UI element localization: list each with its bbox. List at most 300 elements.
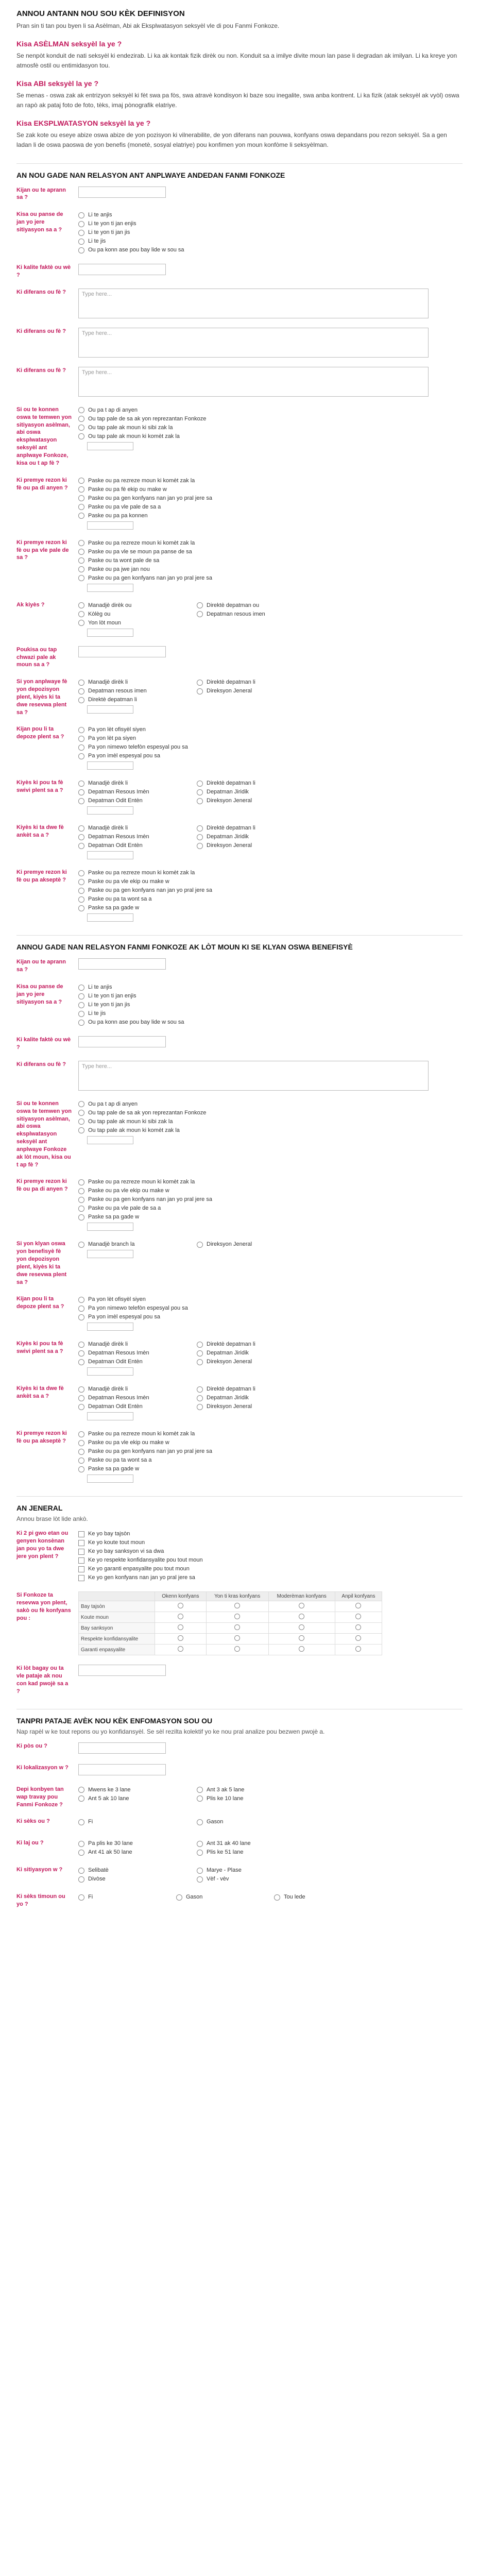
s1-question-when <box>16 187 463 202</box>
radio-option[interactable] <box>78 565 463 574</box>
radio-icon <box>78 834 84 840</box>
radio-option[interactable] <box>78 1126 463 1135</box>
radio-option[interactable] <box>78 1187 463 1195</box>
option-label: Direksyon Jeneral <box>207 1241 252 1248</box>
matrix-header: Moderèman konfyans <box>268 1592 335 1601</box>
other-input[interactable] <box>87 1223 133 1231</box>
radio-icon <box>78 781 84 787</box>
radio-icon <box>197 1795 203 1802</box>
radio-icon <box>78 1795 84 1802</box>
radio-icon <box>78 247 84 253</box>
radio-option[interactable] <box>78 1402 197 1411</box>
radio-option[interactable] <box>197 833 315 841</box>
radio-icon <box>197 789 203 795</box>
s4-question-age <box>16 1839 463 1857</box>
definition-title-harassment: Kisa ASÈLMAN seksyèl la ye ? <box>16 40 122 48</box>
radio-icon <box>78 1110 84 1116</box>
radio-option[interactable] <box>197 824 315 833</box>
option-label: Direktè depatman li <box>207 679 255 686</box>
matrix-radio[interactable] <box>299 1603 304 1608</box>
radio-icon <box>197 1242 203 1248</box>
s4-question-location <box>16 1764 463 1776</box>
radio-icon <box>78 1118 84 1125</box>
matrix-radio[interactable] <box>234 1646 240 1652</box>
other-input[interactable] <box>87 1475 133 1483</box>
option-label: Depatman Jiridik <box>207 1350 249 1357</box>
radio-icon <box>78 620 84 626</box>
matrix-radio[interactable] <box>299 1646 304 1652</box>
other-input[interactable] <box>87 584 133 592</box>
radio-icon <box>78 495 84 501</box>
option-label: Ou tap pale de sa ak yon reprezantan Fonkoze <box>88 415 207 422</box>
option-label: Ou pa konn ase pou bay lide w sou sa <box>88 1019 184 1026</box>
radio-icon <box>78 540 84 546</box>
radio-option[interactable] <box>78 869 463 877</box>
radio-option[interactable] <box>78 1340 197 1349</box>
radio-option[interactable] <box>78 983 463 992</box>
matrix-radio[interactable] <box>234 1624 240 1630</box>
radio-option[interactable] <box>197 678 315 687</box>
radio-option[interactable] <box>78 1304 463 1313</box>
option-label: Paske ou pa gen konfyans nan jan yo pral jere sa <box>88 1448 212 1455</box>
option-label: Ou tap pale ak moun ki komèt zak la <box>88 433 180 439</box>
radio-icon <box>78 843 84 849</box>
s1-question-fact <box>16 264 463 279</box>
radio-option[interactable] <box>197 1875 315 1884</box>
text-input[interactable] <box>78 958 166 970</box>
radio-option[interactable] <box>78 824 197 833</box>
radio-icon <box>197 688 203 694</box>
radio-icon <box>197 781 203 787</box>
radio-option[interactable] <box>78 1001 463 1009</box>
question-label: Kiyès ki pou ta fè swivi plent sa a ? <box>16 779 63 794</box>
question-label: Ki 2 pi gwo etan ou genyen konsènan jan pou yo ta dwe jere yon plent ? <box>16 1530 69 1560</box>
radio-option[interactable] <box>78 548 463 556</box>
radio-icon <box>78 697 84 703</box>
section4-subtitle: Nap rapèl w ke tout repons ou yo konfidansyèl. Se sèl rezilta kolektif yo ke nou pral analize pou bezwen pwojè a. <box>16 1727 325 1735</box>
radio-option[interactable] <box>78 1394 197 1402</box>
radio-icon <box>78 1787 84 1793</box>
matrix-radio[interactable] <box>355 1603 361 1608</box>
radio-icon <box>78 1002 84 1008</box>
radio-option[interactable] <box>197 1340 315 1349</box>
text-area[interactable]: Type here... <box>78 289 429 318</box>
radio-option[interactable] <box>78 877 463 886</box>
option-label: Ant 41 ak 50 lane <box>88 1849 132 1856</box>
option-label: Plis ke 10 lane <box>207 1795 244 1802</box>
radio-option[interactable] <box>78 477 463 485</box>
radio-option[interactable] <box>78 687 197 696</box>
radio-option[interactable] <box>197 841 315 850</box>
radio-option[interactable] <box>197 1349 315 1358</box>
matrix-radio[interactable] <box>178 1635 183 1641</box>
question-label: Ki premye rezon ki fè ou pa akseptè ? <box>16 1430 67 1445</box>
matrix-radio[interactable] <box>178 1614 183 1619</box>
option-label: Mwens ke 3 lane <box>88 1786 131 1793</box>
rating-matrix <box>78 1591 382 1655</box>
question-label: Kisa ou panse de jan yo jere sitiyasyon sa a ? <box>16 984 63 1005</box>
section1-title: AN NOU GADE NAN RELASYON ANT ANPLWAYE ANDEDAN FANMI FONKOZE <box>16 163 463 179</box>
other-input[interactable] <box>87 1412 133 1420</box>
text-input[interactable] <box>78 264 166 275</box>
option-label: Depatman Odit Entèn <box>88 842 143 849</box>
s3-question-matrix <box>16 1591 463 1655</box>
radio-option[interactable] <box>78 696 197 704</box>
question-label: Kiyès ki ta dwe fè ankèt sa a ? <box>16 1385 64 1400</box>
matrix-corner <box>79 1592 155 1601</box>
radio-icon <box>78 680 84 686</box>
radio-option[interactable] <box>197 788 315 796</box>
s1-question-why <box>16 646 463 669</box>
radio-option[interactable] <box>197 1866 315 1875</box>
radio-icon <box>78 1127 84 1133</box>
matrix-radio[interactable] <box>355 1635 361 1641</box>
radio-icon <box>78 985 84 991</box>
radio-icon <box>78 549 84 555</box>
matrix-radio[interactable] <box>178 1603 183 1608</box>
radio-icon <box>78 575 84 581</box>
radio-option[interactable] <box>78 512 463 520</box>
matrix-radio[interactable] <box>234 1635 240 1641</box>
other-input[interactable] <box>87 1250 133 1258</box>
radio-option[interactable] <box>78 485 463 494</box>
radio-icon <box>78 504 84 510</box>
text-input[interactable] <box>78 1665 166 1676</box>
radio-option[interactable] <box>78 1438 463 1447</box>
radio-option[interactable] <box>176 1893 274 1902</box>
radio-option[interactable] <box>78 1349 197 1358</box>
matrix-radio[interactable] <box>299 1635 304 1641</box>
checkbox-icon <box>78 1557 84 1564</box>
radio-option[interactable] <box>78 1195 463 1204</box>
radio-option[interactable] <box>78 494 463 503</box>
question-label: Kijan ou te aprann sa ? <box>16 187 66 201</box>
option-label: Depatman Jiridik <box>207 834 249 840</box>
option-label: Paske ou pa rezreze moun ki komèt zak la <box>88 1179 195 1185</box>
checkbox-icon <box>78 1575 84 1581</box>
radio-icon <box>78 993 84 999</box>
matrix-row <box>79 1645 382 1655</box>
question-label: Si Fonkoze ta resevwa yon plent, sakò ou fè konfyans pou : <box>16 1592 71 1621</box>
radio-option[interactable] <box>78 246 463 255</box>
radio-option[interactable] <box>197 1358 315 1366</box>
section3-subtitle: Annou brase lòt lide ankò. <box>16 1515 88 1523</box>
radio-option[interactable] <box>78 1295 463 1304</box>
radio-option[interactable] <box>78 415 463 423</box>
radio-icon <box>78 1819 84 1825</box>
radio-icon <box>197 1787 203 1793</box>
radio-icon <box>78 1179 84 1185</box>
option-label: Direktè depatman li <box>207 1341 255 1348</box>
radio-option[interactable] <box>78 1204 463 1213</box>
text-area[interactable]: Type here... <box>78 367 429 397</box>
radio-option[interactable] <box>78 886 463 895</box>
question-label: Poukisa ou tap chwazi pale ak moun sa a ? <box>16 646 57 668</box>
question-label: Ki diferans ou fè ? <box>16 1061 66 1067</box>
option-label: Pa plis ke 30 lane <box>88 1840 133 1847</box>
option-label: Ou pa t ap di anyen <box>88 1100 138 1107</box>
option-label: Depatman Odit Entèn <box>88 798 143 804</box>
radio-option[interactable] <box>78 219 463 228</box>
radio-option[interactable] <box>197 1240 315 1249</box>
radio-icon <box>78 221 84 227</box>
option-label: Li te yon ti jan enjis <box>88 993 136 999</box>
radio-option[interactable] <box>78 610 197 619</box>
s1-question-opinion <box>16 211 463 255</box>
option-label: Paske sa pa gade w <box>88 1466 140 1472</box>
other-input[interactable] <box>87 1323 133 1331</box>
s2-question-investigate <box>16 1385 463 1420</box>
s2-question-opinion <box>16 983 463 1027</box>
radio-option[interactable] <box>78 1313 463 1321</box>
other-input[interactable] <box>87 442 133 450</box>
matrix-row <box>79 1601 382 1612</box>
option-label: Paske sa pa gade w <box>88 905 140 911</box>
option-label: Plis ke 51 lane <box>207 1849 244 1856</box>
radio-option[interactable] <box>78 904 463 912</box>
radio-option[interactable] <box>78 1109 463 1117</box>
other-input[interactable] <box>87 521 133 530</box>
radio-option[interactable] <box>78 574 463 583</box>
radio-option[interactable] <box>78 992 463 1001</box>
radio-option[interactable] <box>78 237 463 246</box>
s1-question-reason1 <box>16 477 463 530</box>
option-label: Pa yon imèl espesyal pou sa <box>88 753 161 759</box>
checkbox-option[interactable] <box>78 1547 463 1556</box>
radio-option[interactable] <box>78 1848 197 1857</box>
option-label: Gason <box>207 1819 224 1825</box>
matrix-radio[interactable] <box>355 1646 361 1652</box>
matrix-radio[interactable] <box>299 1624 304 1630</box>
radio-option[interactable] <box>78 1117 463 1126</box>
radio-option[interactable] <box>78 423 463 432</box>
option-label: Paske ou pa gen konfyans nan jan yo pral jere sa <box>88 495 212 501</box>
radio-option[interactable] <box>78 556 463 565</box>
question-label: Ki kalite faktè ou wè ? <box>16 264 71 279</box>
matrix-radio[interactable] <box>234 1603 240 1608</box>
question-label: Si ou te konnen oswa te temwen yon sitiyasyon asèlman, abi oswa eksplwatasyon seksyèl ant anplwaye Fonkoze ak lòt moun, kisa ou t ap fè ? <box>16 1100 72 1168</box>
question-label: Ki sèks ou ? <box>16 1818 50 1825</box>
option-label: Gason <box>186 1894 203 1901</box>
radio-option[interactable] <box>78 601 197 610</box>
radio-icon <box>197 843 203 849</box>
radio-option[interactable] <box>78 678 197 687</box>
option-label: Pa yon nimewo telefòn espesyal pou sa <box>88 744 188 751</box>
other-input[interactable] <box>87 705 133 714</box>
s2-question-report <box>16 1100 463 1169</box>
radio-option[interactable] <box>197 1786 315 1794</box>
radio-icon <box>78 433 84 439</box>
other-input[interactable] <box>87 851 133 859</box>
radio-option[interactable] <box>78 1430 463 1438</box>
option-label: Direktè depatman li <box>207 825 255 832</box>
other-input[interactable] <box>87 761 133 770</box>
option-label: Ant 31 ak 40 lane <box>207 1840 251 1847</box>
radio-option[interactable] <box>78 539 463 548</box>
checkbox-icon <box>78 1549 84 1555</box>
radio-option[interactable] <box>78 752 463 760</box>
option-label: Paske ou pa vle pale de sa a <box>88 503 161 510</box>
radio-option[interactable] <box>197 1818 315 1826</box>
s1-question-follow <box>16 779 463 815</box>
radio-option[interactable] <box>197 1794 315 1803</box>
radio-option[interactable] <box>78 734 463 743</box>
option-label: Depatman Resous Imèn <box>88 789 149 795</box>
matrix-radio[interactable] <box>299 1614 304 1619</box>
matrix-radio[interactable] <box>178 1624 183 1630</box>
matrix-row <box>79 1623 382 1634</box>
option-label: Paske ou pa ta wont sa a <box>88 1457 152 1464</box>
checkbox-option[interactable] <box>78 1530 463 1538</box>
option-label: Fi <box>88 1819 93 1825</box>
option-label: Direksyon Jeneral <box>207 798 252 804</box>
radio-icon <box>78 905 84 911</box>
radio-option[interactable] <box>78 619 197 628</box>
option-label: Pa yon lèt pa siyen <box>88 735 136 742</box>
section3-title: AN JENERAL <box>16 1496 463 1512</box>
option-label: Manadjè dirèk li <box>88 1386 128 1393</box>
option-label: Paske ou pa gen konfyans nan jan yo pral jere sa <box>88 574 212 581</box>
radio-icon <box>197 798 203 804</box>
radio-option[interactable] <box>197 610 315 619</box>
question-label: Ki laj ou ? <box>16 1840 44 1846</box>
text-input[interactable] <box>78 1036 166 1047</box>
radio-icon <box>78 566 84 572</box>
radio-option[interactable] <box>197 1848 315 1857</box>
definitions <box>16 40 463 150</box>
other-input[interactable] <box>87 1367 133 1376</box>
matrix-row <box>79 1612 382 1623</box>
question-label: Ki diferans ou fè ? <box>16 328 66 334</box>
radio-option[interactable] <box>78 1839 197 1848</box>
option-label: Ou tap pale ak moun ki sibi zak la <box>88 424 173 431</box>
s2-question-how <box>16 1295 463 1331</box>
radio-option[interactable] <box>197 1394 315 1402</box>
radio-option[interactable] <box>78 788 197 796</box>
radio-option[interactable] <box>78 1240 197 1249</box>
radio-option[interactable] <box>78 1447 463 1456</box>
radio-option[interactable] <box>78 743 463 752</box>
radio-icon <box>197 1359 203 1365</box>
matrix-radio[interactable] <box>178 1646 183 1652</box>
radio-option[interactable] <box>78 833 197 841</box>
radio-icon <box>78 1214 84 1221</box>
option-label: Direktè depatman li <box>88 697 137 703</box>
checkbox-option[interactable] <box>78 1538 463 1547</box>
radio-option[interactable] <box>78 211 463 219</box>
radio-option[interactable] <box>197 1385 315 1394</box>
radio-icon <box>78 1359 84 1365</box>
radio-icon <box>78 1197 84 1203</box>
radio-option[interactable] <box>78 841 197 850</box>
radio-option[interactable] <box>78 1018 463 1027</box>
text-input[interactable] <box>78 187 166 198</box>
matrix-radio[interactable] <box>355 1624 361 1630</box>
checkbox-option[interactable] <box>78 1556 463 1565</box>
radio-icon <box>78 230 84 236</box>
radio-option[interactable] <box>78 1794 197 1803</box>
option-label: Paske ou pa rezreze moun ki komèt zak la <box>88 870 195 876</box>
option-label: Depatman Jiridik <box>207 1395 249 1401</box>
radio-option[interactable] <box>78 406 463 415</box>
text-input[interactable] <box>78 646 166 657</box>
checkbox-option[interactable] <box>78 1573 463 1582</box>
radio-option[interactable] <box>78 796 197 805</box>
radio-option[interactable] <box>197 1402 315 1411</box>
radio-option[interactable] <box>197 779 315 788</box>
radio-option[interactable] <box>78 503 463 512</box>
radio-option[interactable] <box>78 779 197 788</box>
radio-icon <box>78 1350 84 1357</box>
radio-option[interactable] <box>197 687 315 696</box>
radio-icon <box>78 1876 84 1883</box>
radio-option[interactable] <box>197 601 315 610</box>
radio-option[interactable] <box>78 1818 197 1826</box>
text-input[interactable] <box>78 1764 166 1775</box>
matrix-radio[interactable] <box>234 1614 240 1619</box>
matrix-row-label: Garanti enpasyalite <box>79 1645 155 1655</box>
text-area[interactable]: Type here... <box>78 1061 429 1091</box>
radio-option[interactable] <box>78 1465 463 1473</box>
s2-question-when <box>16 958 463 974</box>
radio-option[interactable] <box>78 1178 463 1187</box>
radio-option[interactable] <box>197 796 315 805</box>
radio-option[interactable] <box>78 1100 463 1109</box>
other-input[interactable] <box>87 913 133 922</box>
option-label: Kòlèg ou <box>88 611 111 617</box>
radio-option[interactable] <box>78 1358 197 1366</box>
radio-option[interactable] <box>274 1893 372 1902</box>
radio-option[interactable] <box>78 1213 463 1222</box>
matrix-radio[interactable] <box>355 1614 361 1619</box>
radio-icon <box>78 1449 84 1455</box>
s4-question-sex <box>16 1818 463 1830</box>
radio-option[interactable] <box>197 1839 315 1848</box>
matrix-row-label: Koute moun <box>79 1612 155 1623</box>
option-label: Ke yo respekte konfidansyalite pou tout moun <box>88 1557 203 1564</box>
option-label: Depatman Jiridik <box>207 789 249 795</box>
option-label: Depatman resous imen <box>88 688 147 694</box>
radio-option[interactable] <box>78 1456 463 1465</box>
radio-option[interactable] <box>78 1009 463 1018</box>
text-area[interactable]: Type here... <box>78 328 429 358</box>
other-input[interactable] <box>87 1136 133 1144</box>
other-input[interactable] <box>87 629 133 637</box>
option-label: Paske ou pa rezreze moun ki komèt zak la <box>88 539 195 546</box>
matrix-row <box>79 1634 382 1645</box>
checkbox-option[interactable] <box>78 1565 463 1573</box>
other-input[interactable] <box>87 806 133 815</box>
checkbox-icon <box>78 1566 84 1572</box>
radio-option[interactable] <box>78 1866 197 1875</box>
radio-icon <box>197 1342 203 1348</box>
radio-icon <box>78 870 84 876</box>
radio-option[interactable] <box>78 228 463 237</box>
text-input[interactable] <box>78 1742 166 1754</box>
radio-option[interactable] <box>78 1385 197 1394</box>
radio-option[interactable] <box>78 1786 197 1794</box>
radio-option[interactable] <box>78 895 463 904</box>
radio-option[interactable] <box>78 725 463 734</box>
option-label: Depatman Odit Entèn <box>88 1403 143 1410</box>
option-label: Li te yon ti jan jis <box>88 229 130 236</box>
matrix-row-label: Bay tajsòn <box>79 1601 155 1612</box>
radio-option[interactable] <box>78 1875 197 1884</box>
radio-icon <box>197 1841 203 1847</box>
radio-option[interactable] <box>78 1893 176 1902</box>
option-label: Ke yo garanti enpasyalite pou tout moun <box>88 1566 190 1572</box>
radio-option[interactable] <box>78 432 463 441</box>
